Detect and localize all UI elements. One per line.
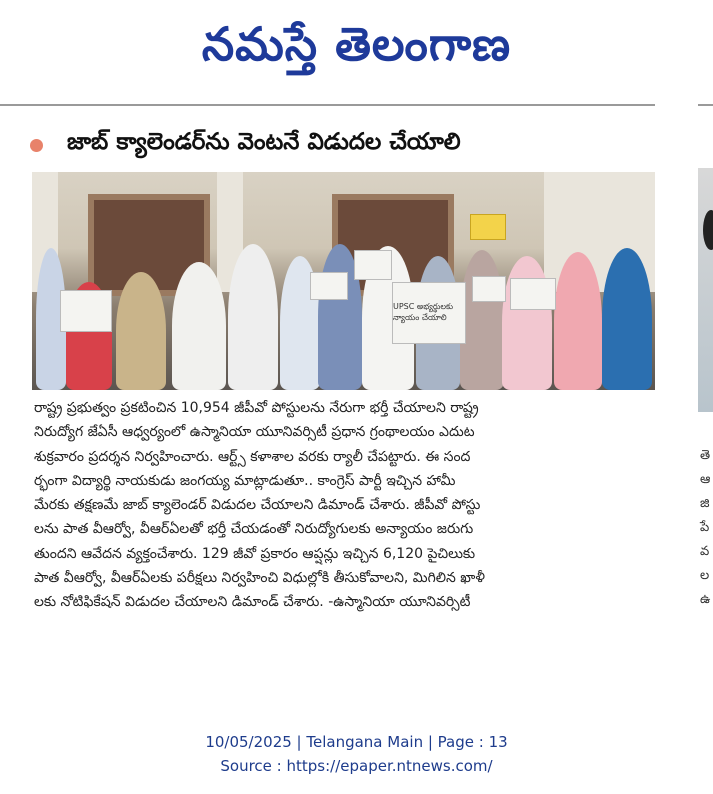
placard-text: UPSC అభ్యర్థులకు న్యాయం చేయాలి [393,302,453,322]
photo-crowd [32,242,655,390]
photo-placard-main [392,282,466,344]
bullet-icon [30,139,43,152]
photo-yellow-sign [470,214,506,240]
adjacent-glyph: పే [700,520,710,535]
photo-placard [510,278,556,310]
masthead-title: నమస్తే తెలంగాణ [201,17,512,71]
header-divider-right [698,104,713,106]
adjacent-glyph: ఆ [700,472,711,487]
article-line: రాష్ట్ర ప్రభుత్వం ప్రకటించిన 10,954 జీపీవో పోస్టులను నేరుగా భర్తీ చేయాలని రాష్ట్ర [34,400,479,416]
footer [0,730,713,778]
article-line: పాత వీఆర్వో, వీఆర్ఏలకు పరీక్షలు నిర్వహించి విధుల్లోకి తీసుకోవాలని, మిగిలిన ఖాళీ [34,570,485,587]
photo-person [602,248,652,390]
masthead [0,0,713,100]
adjacent-article-column [698,168,713,668]
adjacent-text [700,444,710,612]
photo-person [554,252,602,390]
adjacent-glyph: ఉ [700,592,711,607]
article-headline: జాబ్ క్యాలెండర్‌ను వెంటనే విడుదల చేయాలి [67,129,461,155]
article-line: శుక్రవారం ప్రదర్శన నిర్వహించారు. ఆర్ట్స్ కళాశాల వరకు ర్యాలీ చేపట్టారు. ఈ సంద [34,448,471,465]
photo-person [460,250,504,390]
photo-placard [472,276,506,302]
photo-person [116,272,166,390]
adjacent-glyph: తె [700,448,711,463]
photo-placard [60,290,112,332]
photo-person [502,256,552,390]
photo-placard [354,250,392,280]
adjacent-glyph: జి [700,496,710,511]
article-body [34,396,656,615]
adjacent-glyph: ల [700,568,710,583]
footer-source: Source : https://epaper.ntnews.com/ [220,757,493,775]
article-line: నిరుద్యోగ జేఏసీ ఆధ్వర్యంలో ఉస్మానియా యూనివర్సిటీ ప్రధాన గ్రంథాలయం ఎదుట [34,424,475,441]
article-line: తుందని ఆవేదన వ్యక్తంచేశారు. 129 జీవో ప్రకారం ఆప్షన్లు ఇచ్చిన 6,120 పైచిలుకు [34,545,476,562]
article-line: ర్భంగా విద్యార్థి నాయకుడు జంగయ్య మాట్లాడుతూ.. కాంగ్రెస్ పార్టీ ఇచ్చిన హామీ [34,472,456,489]
photo-person [172,262,226,390]
adjacent-photo-figure [703,210,713,250]
article-line: మేరకు తక్షణమే జాబ్ క్యాలెండర్ విడుదల చేయాలని డిమాండ్ చేశారు. జీపీవో పోస్టు [34,497,481,514]
article-line: లను పాత వీఆర్వో, వీఆర్ఏలతో భర్తీ చేయడంతో నిరుద్యోగులకు అన్యాయం జరుగు [34,521,474,538]
adjacent-photo [698,168,713,412]
adjacent-glyph: వ [700,544,710,559]
article-line: లకు నోటిఫికేషన్ విడుదల చేయాలని డిమాండ్ చేశారు. -ఉస్మానియా యూనివర్సిటీ [34,594,471,611]
article-headline-row [30,122,650,168]
footer-date-page: 10/05/2025 | Telangana Main | Page : 13 [205,733,508,751]
photo-placard [310,272,348,300]
header-divider [0,104,655,106]
article-photo [32,172,655,390]
photo-person [228,244,278,390]
